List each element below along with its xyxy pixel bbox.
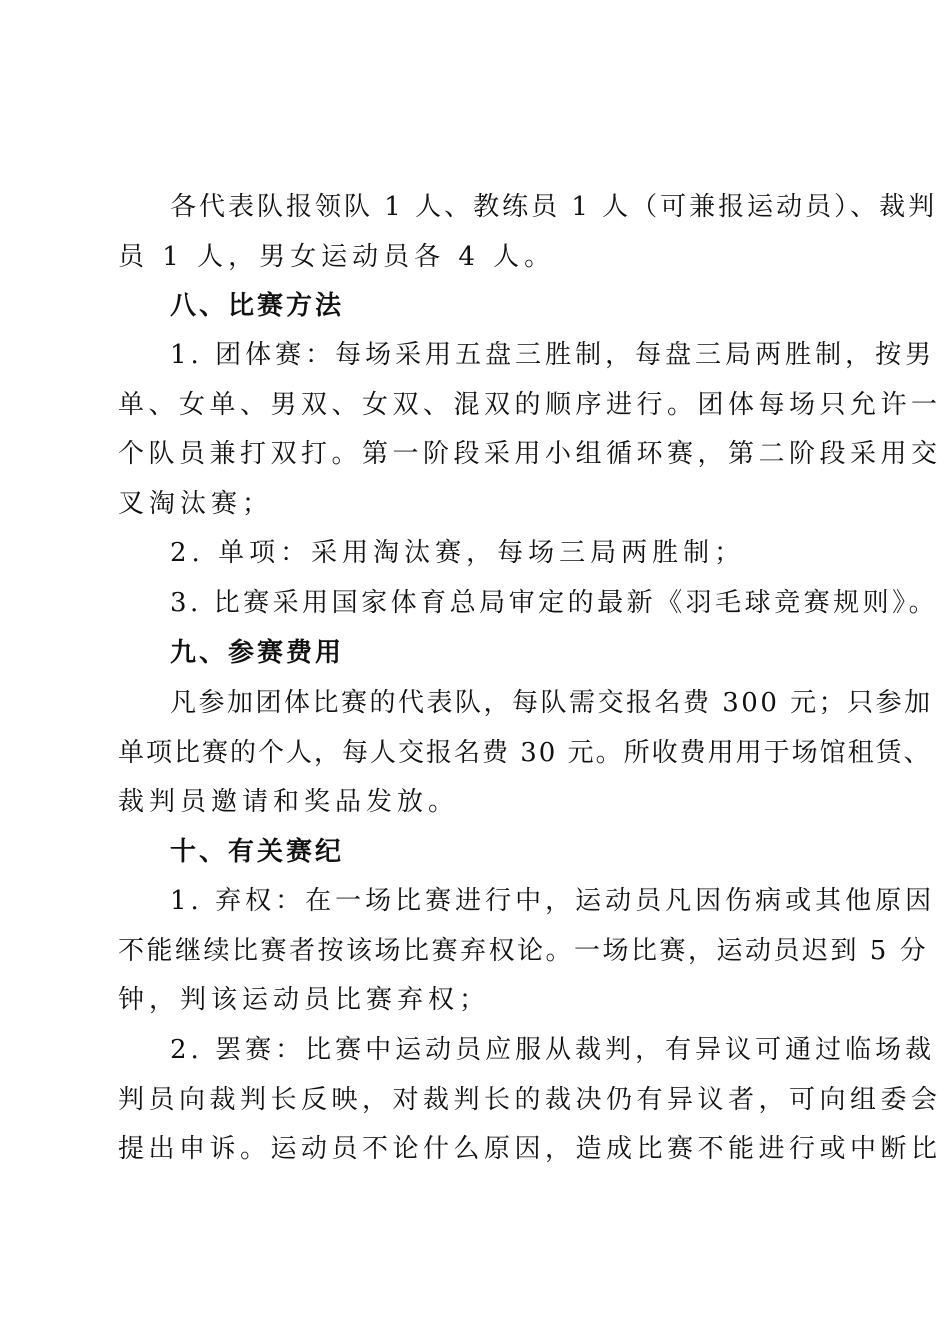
paragraph-line: 个队员兼打双打。第一阶段采用小组循环赛，第二阶段采用交 [118,439,942,469]
paragraph-line: 单项比赛的个人，每人交报名费 30 元。所收费用用于场馆租赁、 [118,738,932,768]
paragraph-line: 1. 弃权：在一场比赛进行中，运动员凡因伤病或其他原因 [170,886,936,916]
paragraph-line: 1. 团体赛：每场采用五盘三胜制，每盘三局两胜制，按男 [170,340,936,370]
paragraph-line: 3. 比赛采用国家体育总局审定的最新《羽毛球竞赛规则》。 [170,588,939,618]
paragraph-line: 员 1 人，男女运动员各 4 人。 [118,242,556,272]
paragraph-line: 判员向裁判长反映，对裁判长的裁决仍有异议者，可向组委会 [118,1085,942,1115]
paragraph-line: 钟，判该运动员比赛弃权； [118,985,491,1015]
paragraph-line: 凡参加团体比赛的代表队，每队需交报名费 300 元；只参加 [170,688,933,718]
paragraph-line: 2. 单项：采用淘汰赛，每场三局两胜制； [170,538,746,568]
paragraph-line: 叉淘汰赛； [118,489,274,519]
paragraph-line: 单、女单、男双、女双、混双的顺序进行。团体每场只允许一 [118,390,942,420]
paragraph-line: 裁判员邀请和奖品发放。 [118,787,460,817]
paragraph-line: 不能继续比赛者按该场比赛弃权论。一场比赛，运动员迟到 5 分 [118,936,929,966]
section-heading-10: 十、有关赛纪 [170,837,345,867]
section-heading-8: 八、比赛方法 [170,291,345,321]
paragraph-line: 各代表队报领队 1 人、教练员 1 人（可兼报运动员）、裁判 [170,192,938,222]
section-heading-9: 九、参赛费用 [170,638,345,668]
paragraph-line: 提出申诉。运动员不论什么原因，造成比赛不能进行或中断比 [118,1134,942,1164]
paragraph-line: 2. 罢赛：比赛中运动员应服从裁判，有异议可通过临场裁 [170,1035,936,1065]
